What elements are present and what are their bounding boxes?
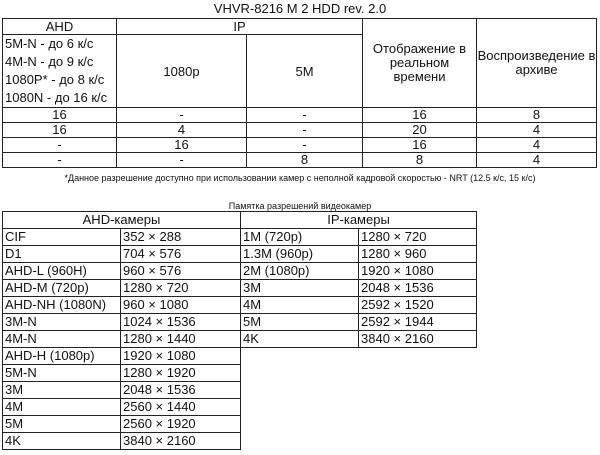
cell-live-view: 16 (363, 108, 477, 123)
table-row (3, 123, 597, 138)
ahd-mode-line: 1080N - до 16 к/с (5, 90, 108, 105)
table-row (3, 153, 597, 168)
ip-format: 1M (720p) (241, 229, 359, 246)
resolutions-table (2, 211, 477, 450)
ip-resolution: 2592 × 1520 (359, 297, 477, 314)
cell-archive: 8 (477, 108, 597, 123)
ip-format: 4M (241, 297, 359, 314)
cell-archive: 4 (477, 153, 597, 168)
ahd-resolution: 352 × 288 (121, 229, 241, 246)
cell-ahd: - (3, 138, 117, 153)
ip-format: 1.3M (960p) (241, 246, 359, 263)
table-row (3, 280, 477, 297)
cell-ip-1080p: 16 (117, 138, 247, 153)
ahd-mode-line: 5M-N - до 6 к/с (5, 36, 94, 51)
cell-ip-1080p: 4 (117, 123, 247, 138)
cell-live-view: 16 (363, 138, 477, 153)
ahd-resolution: 960 × 1080 (121, 297, 241, 314)
ahd-modes-cell (3, 35, 117, 108)
header-ip-5m: 5M (247, 35, 363, 108)
ahd-resolution: 2560 × 1920 (121, 416, 241, 433)
footnote: *Данное разрешение доступно при использовании камер с неполной кадровой скоростью - NRT (12.5 к/с, 15 к/с) (64, 173, 536, 183)
table-row (3, 108, 597, 123)
header-live-view: Отображение в реальном времени (363, 19, 477, 108)
cell-ip-5m: - (247, 123, 363, 138)
cell-ip-5m: 8 (247, 153, 363, 168)
ahd-mode-line: 1080P* - до 8 к/с (5, 72, 105, 87)
ip-format: 4K (241, 331, 359, 348)
table-row (3, 314, 477, 331)
cell-ahd: - (3, 153, 117, 168)
cell-live-view: 20 (363, 123, 477, 138)
header-ip: IP (117, 19, 363, 35)
header-ahd: AHD (3, 19, 117, 35)
ahd-format: 5M (3, 416, 121, 433)
cell-archive: 4 (477, 123, 597, 138)
cell-ip-1080p: - (117, 108, 247, 123)
ip-resolution: 1280 × 960 (359, 246, 477, 263)
table-row (3, 263, 477, 280)
ahd-resolution: 2048 × 1536 (121, 382, 241, 399)
ahd-format: AHD-H (1080p) (3, 348, 121, 365)
ahd-resolution: 3840 × 2160 (121, 433, 241, 450)
cell-ip-1080p: - (117, 153, 247, 168)
ahd-resolution: 2560 × 1440 (121, 399, 241, 416)
ahd-mode-line: 4M-N - до 9 к/с (5, 54, 94, 69)
ahd-format: 4K (3, 433, 121, 450)
table-row (3, 297, 477, 314)
table-row (3, 229, 477, 246)
ahd-format: 3M-N (3, 314, 121, 331)
ip-resolution: 2592 × 1944 (359, 314, 477, 331)
ahd-format: 3M (3, 382, 121, 399)
table-row (3, 246, 477, 263)
cell-ip-5m: - (247, 108, 363, 123)
ahd-format: 4M (3, 399, 121, 416)
table-row (3, 348, 477, 365)
ahd-resolution: 1280 × 720 (121, 280, 241, 297)
cell-ahd: 16 (3, 108, 117, 123)
ip-format: 2M (1080p) (241, 263, 359, 280)
ahd-resolution: 1920 × 1080 (121, 348, 241, 365)
ip-resolution: 1280 × 720 (359, 229, 477, 246)
ahd-resolution: 1280 × 1440 (121, 331, 241, 348)
empty-area (241, 348, 477, 450)
ip-resolution: 2048 × 1536 (359, 280, 477, 297)
ip-format: 5M (241, 314, 359, 331)
cell-ip-5m: - (247, 138, 363, 153)
cell-archive: 4 (477, 138, 597, 153)
cell-live-view: 8 (363, 153, 477, 168)
ahd-resolution: 1024 × 1536 (121, 314, 241, 331)
ahd-format: CIF (3, 229, 121, 246)
header-ahd-cameras: AHD-камеры (3, 212, 241, 229)
resolutions-caption: Памятка разрешений видеокамер (228, 201, 372, 211)
header-ip-1080p: 1080p (117, 35, 247, 108)
ahd-format: AHD-M (720p) (3, 280, 121, 297)
ip-format: 3M (241, 280, 359, 297)
ip-resolution: 3840 × 2160 (359, 331, 477, 348)
ahd-format: 4M-N (3, 331, 121, 348)
ahd-resolution: 704 × 576 (121, 246, 241, 263)
ip-resolution: 1920 × 1080 (359, 263, 477, 280)
header-archive-playback: Воспроизведение в архиве (477, 19, 597, 108)
ahd-resolution: 960 × 576 (121, 263, 241, 280)
ahd-format: 5M-N (3, 365, 121, 382)
cell-ahd: 16 (3, 123, 117, 138)
ahd-format: AHD-L (960H) (3, 263, 121, 280)
table-row (3, 331, 477, 348)
ahd-format: D1 (3, 246, 121, 263)
recording-modes-table (2, 18, 597, 168)
ahd-format: AHD-NH (1080N) (3, 297, 121, 314)
ahd-resolution: 1280 × 1920 (121, 365, 241, 382)
header-ip-cameras: IP-камеры (241, 212, 477, 229)
table-row (3, 138, 597, 153)
document-title: VHVR-8216 M 2 HDD rev. 2.0 (213, 1, 387, 16)
